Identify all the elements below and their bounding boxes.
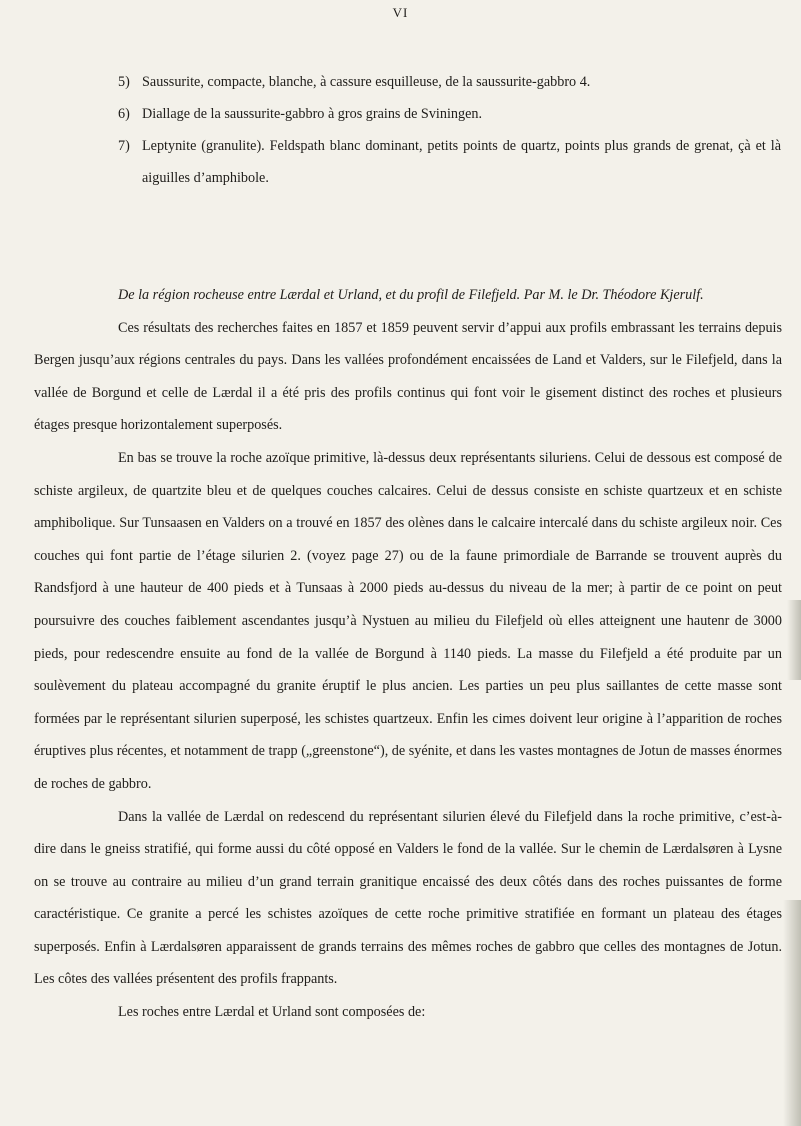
list-item-text: Diallage de la saussurite-gabbro à gros grains de Sviningen. [142,106,483,122]
paragraph: Les roches entre Lærdal et Urland sont composées de: [118,1004,426,1021]
section-title: De la région rocheuse entre Lærdal et Urland, et du profil de Filefjeld. Par M. le Dr. Théodore Kjerulf. [118,287,704,303]
specimen-list [118,66,781,194]
list-item [118,130,781,194]
list-item-text: Saussurite, compacte, blanche, à cassure esquilleuse, de la saussurite-gabbro 4. [142,74,591,90]
list-item-text: Leptynite (granulite). Feldspath blanc dominant, petits points de quartz, points plus grands de grenat, çà et là aiguilles d’amphibole. [142,138,781,186]
list-item-number: 5) [118,74,130,90]
article-body [34,279,782,1029]
page-edge-shadow [787,600,801,680]
list-item-number: 6) [118,106,130,122]
list-item [118,98,781,130]
paragraph: Dans la vallée de Lærdal on redescend du représentant silurien élevé du Filefjeld dans la roche primitive, c’est-à-dire dans le gneiss stratifié, qui forme aussi du côté opposé en Valders le fond de la vallée. Sur le chemin de Lærdalsøren à Lysne on se trouve au contraire au milieu d’un grand terrain granitique encaissé des deux côtés dans des roches puissantes de forme caractéristique. Ce granite a percé les schistes azoïques de cette roche primitive stratifiée en formant un plateau des étages superposés. Enfin à Lærdalsøren apparaissent de grands terrains des mêmes roches de gabbro que celles des montagnes de Jotun. Les côtes des vallées présentent des profils frappants. [34,808,782,988]
paragraph: Ces résultats des recherches faites en 1857 et 1859 peuvent servir d’appui aux profils embrassant les terrains depuis Bergen jusqu’aux régions centrales du pays. Dans les vallées profondément encaissées de Land et Valders, sur le Filefjeld, dans la vallée de Borgund et celle de Lærdal il a été pris des profils continus qui font voir le gisement distinct des roches et plusieurs étages presque horizontalement superposés. [34,319,782,434]
page-number: VI [392,5,409,20]
paragraph: En bas se trouve la roche azoïque primitive, là-dessus deux représentants siluriens. Celui de dessous est composé de schiste argileux, de quartzite bleu et de quelques couches calcaires. Celui de dessus consiste en schiste quartzeux et en schiste amphibolique. Sur Tunsaasen en Valders on a trouvé en 1857 des olènes dans le calcaire intercalé dans du schiste argileux noir. Ces couches qui font partie de l’étage silurien 2. (voyez page 27) ou de la faune primordiale de Barrande se trouvent auprès du Randsfjord à une hauteur de 400 pieds et à Tunsaas à 2000 pieds au-dessus du niveau de la mer; à partir de ce point on peut poursuivre des couches faiblement ascendantes jusqu’à Nystuen au milieu du Filefjeld où elles atteignent une hautenr de 3000 pieds, pour redescendre ensuite au fond de la vallée de Borgund à 1140 pieds. La masse du Filefjeld a été produite par un soulèvement du plateau accompagné du granite éruptif le plus ancien. Les parties un peu plus saillantes de cette masse sont formées par le représentant silurien superposé, les schistes quartzeux. Enfin les cimes doivent leur origine à l’apparition de roches éruptives plus récentes, et notamment de trapp („greenstone“), de syénite, et dans les vastes montagnes de Jotun de masses énormes de roches de gabbro. [34,449,782,792]
list-item [118,66,781,98]
list-item-number: 7) [118,138,130,154]
page-edge-shadow [783,900,801,1126]
